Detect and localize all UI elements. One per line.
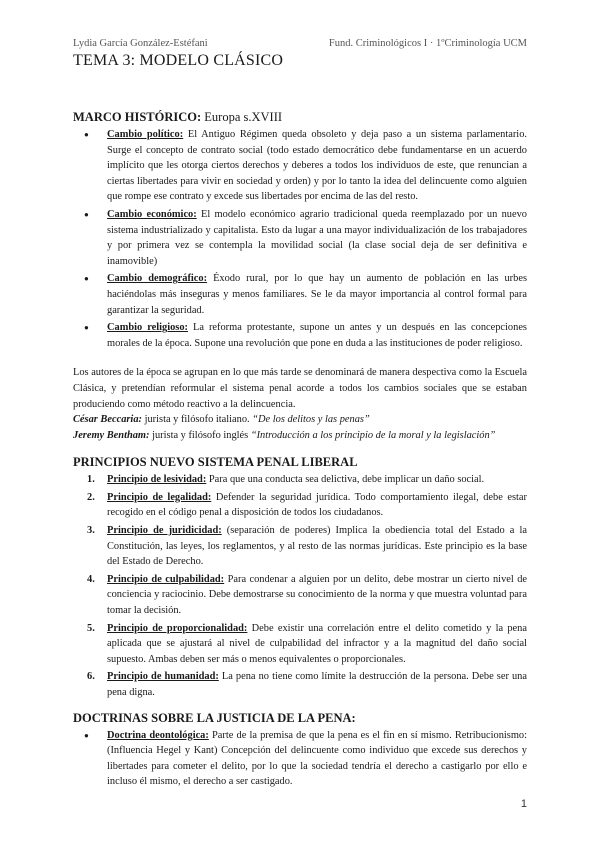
list-item: 2. Principio de legalidad: Defender la seguridad jurídica. Todo comportamiento ilegal, debe estar recogido en el código penal a disposición de todos los ciudadanos. [87, 491, 527, 519]
list-item: ● Doctrina deontológica: Parte de la premisa de que la pena es el fin en sí mismo. Retribucionismo: (Influencia Hegel y Kant) Concepción del delincuente como individuo que excede sus derechos y libertades para cometer el delito, por lo que la sociedad tendría el derecho a castigarlo por ello e incluso él mismo, el derecho a ser castigado. [107, 728, 527, 790]
list-item: ● Cambio demográfico: Éxodo rural, por lo que hay un aumento de población en las urbes haciéndolas más inseguras y menos familiares. Se le da mayor importancia al control formal para garantizar la seguridad. [107, 271, 527, 318]
author-bentham: Jeremy Bentham: jurista y filósofo inglés “Introducción a los principio de la moral y la legislación” [73, 429, 496, 441]
list-item: ● Cambio religioso: La reforma protestante, supone un antes y un después en las concepciones morales de la época. Supone una revolución que pone en duda a las instituciones de poder religioso. [107, 320, 527, 351]
document-body [73, 110, 527, 792]
doctrinas-list [73, 728, 527, 790]
marco-list [73, 127, 527, 351]
header-author: Lydia García González-Estéfani [73, 38, 208, 49]
page-title: TEMA 3: MODELO CLÁSICO [73, 52, 284, 69]
list-item: 5. Principio de proporcionalidad: Debe existir una correlación entre el delito cometido y la pena aplicada que se ajustará al nivel de culpabilidad del infractor y a la magnitud del daño social supuesto. Ambas deben ser más o menos equivalentes o proporcionales. [87, 622, 527, 665]
intro-paragraph: Los autores de la época se agrupan en lo que más tarde se denominará de manera despectiva como la Escuela Clásica, y pretendían reformular el sistema penal acorde a todos los cambios sociales que se estaban produciendo como método reactivo a la delincuencia. [73, 367, 527, 410]
list-item: ● Cambio político: El Antiguo Régimen queda obsoleto y deja paso a un sistema parlamentario. Surge el concepto de contrato social (todo estado democrático debe fundamentarse en un acuerdo implícito que les otorga ciertos derechos y deberes a todos los individuos de este, que renuncian a ciertas libertades para vivir en sociedad y orden) y por lo tanto la idea del delincuente como alguien que rompe ese contrato y excede sus libertades por encima de las del resto. [107, 127, 527, 205]
section-heading-doctrinas: DOCTRINAS SOBRE LA JUSTICIA DE LA PENA: [73, 710, 356, 725]
author-beccaria: César Beccaria: jurista y filósofo italiano. “De los delitos y las penas” [73, 414, 370, 426]
list-item: 3. Principio de juridicidad: (separación de poderes) Implica la obediencia total del Estado a la Constitución, las leyes, los reglamentos, y al resto de las normas jurídicas. Este principio es la base del Estado de Derecho. [87, 525, 528, 568]
list-item: 4. Principio de culpabilidad: Para condenar a alguien por un delito, debe mostrar un cierto nivel de conciencia y raciocinio. Debe demostrarse su conocimiento de la norma y que muestra voluntad para tomar la decisión. [87, 573, 527, 617]
principios-list [73, 472, 527, 700]
list-item: 1. Principio de lesividad: Para que una conducta sea delictiva, debe implicar un daño social. [87, 474, 485, 486]
section-heading-marco: MARCO HISTÓRICO: Europa s.XVIII [73, 110, 283, 124]
section-heading-principios: PRINCIPIOS NUEVO SISTEMA PENAL LIBERAL [73, 455, 358, 470]
list-item: ● Cambio económico: El modelo económico agrario tradicional queda reemplazado por un nuevo sistema industrializado y capitalista. Esto da lugar a una mayor individualización de los trabajadores y por primera vez se contempla la movilidad social (la clase social deja de ser definitiva e inamovible) [107, 207, 527, 269]
page-header [73, 38, 527, 52]
page-number: 1 [520, 798, 527, 810]
header-course: Fund. Criminológicos I · 1ºCriminología UCM [328, 38, 527, 49]
list-item: 6. Principio de humanidad: La pena no tiene como límite la destrucción de la persona. Debe ser una pena digna. [87, 671, 527, 698]
